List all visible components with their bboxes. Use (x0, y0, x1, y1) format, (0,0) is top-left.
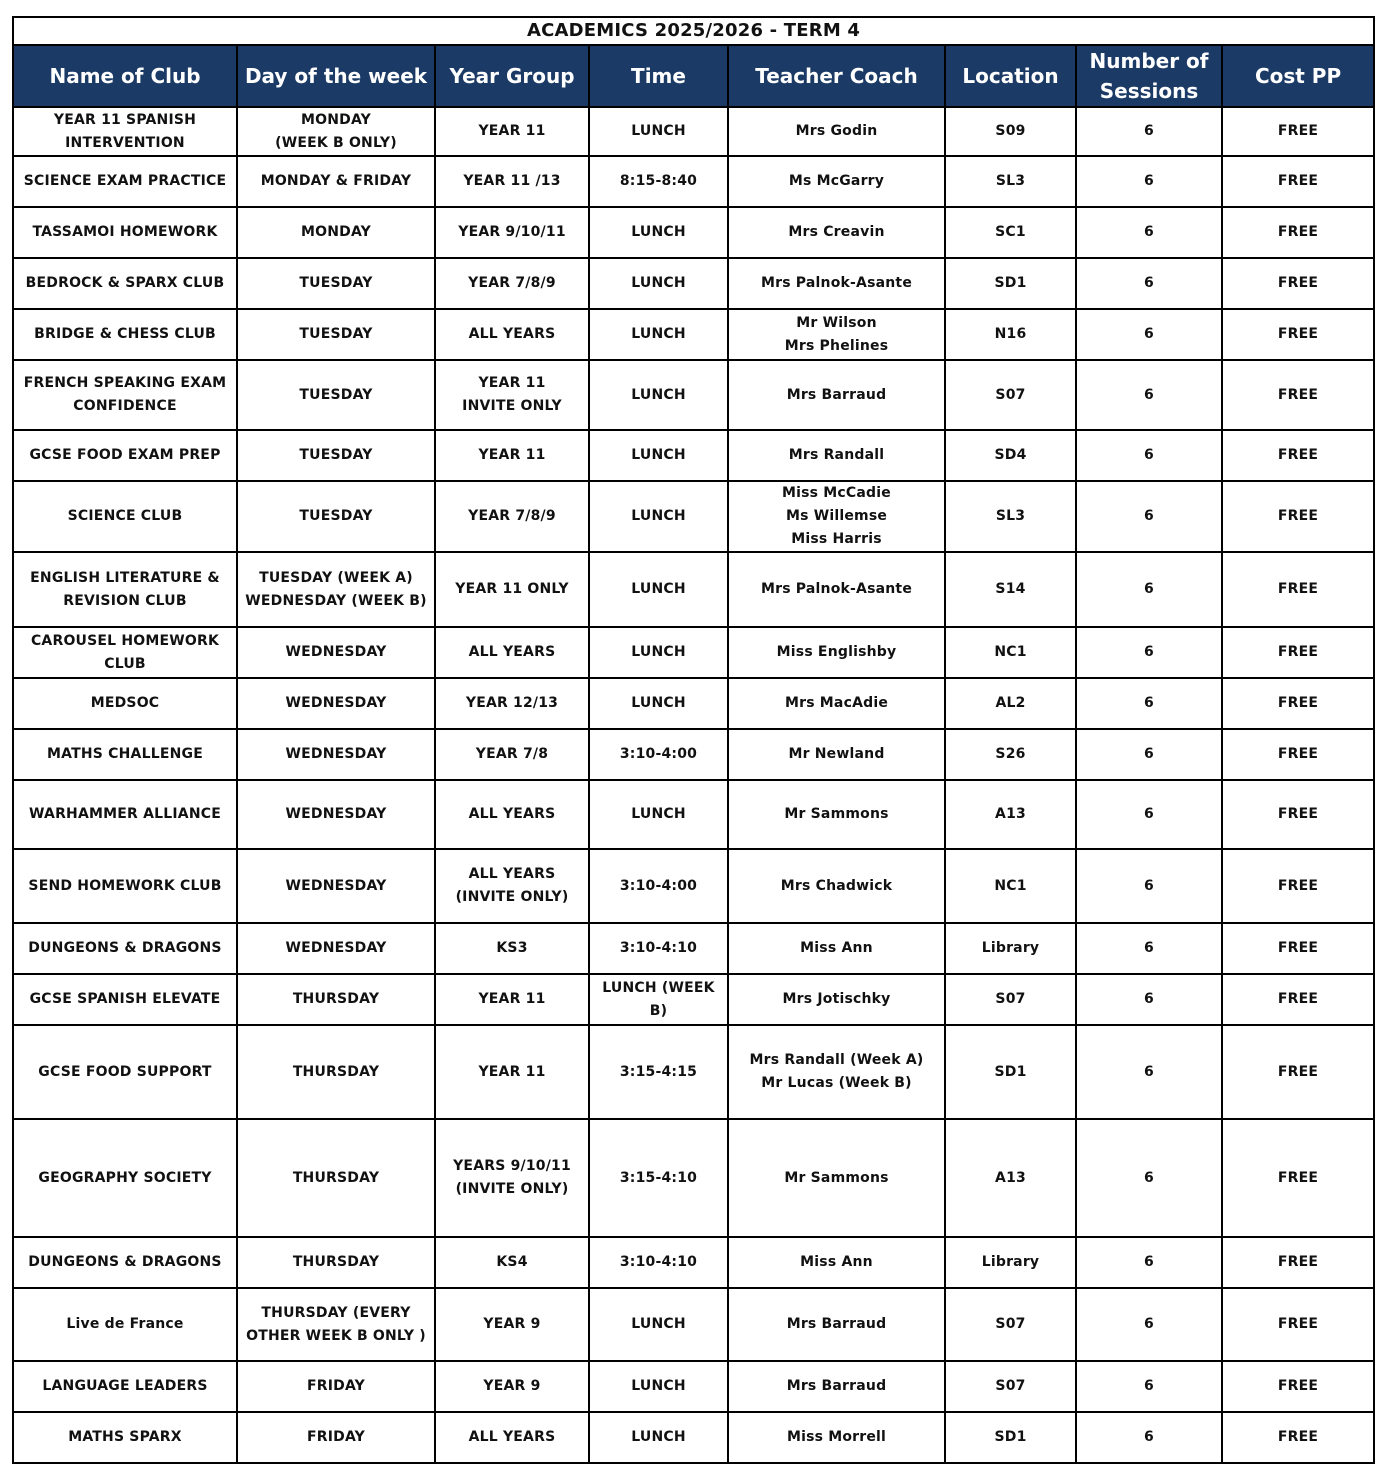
cell-number-of-sessions: 6 (1076, 258, 1222, 309)
cell-number-of-sessions: 6 (1076, 627, 1222, 678)
cell-number-of-sessions: 6 (1076, 1288, 1222, 1361)
cell-name-of-club: MATHS SPARX (13, 1412, 237, 1463)
cell-cost-pp: FREE (1222, 107, 1374, 156)
cell-number-of-sessions: 6 (1076, 1237, 1222, 1288)
column-header-cost-pp: Cost PP (1222, 45, 1374, 107)
column-header-name-of-club: Name of Club (13, 45, 237, 107)
cell-day-of-week: WEDNESDAY (237, 678, 435, 729)
table-row (13, 923, 1374, 974)
cell-year-group: YEAR 11 (435, 974, 589, 1025)
cell-number-of-sessions: 6 (1076, 1361, 1222, 1412)
cell-cost-pp: FREE (1222, 1361, 1374, 1412)
cell-day-of-week: FRIDAY (237, 1412, 435, 1463)
cell-name-of-club: BRIDGE & CHESS CLUB (13, 309, 237, 360)
cell-year-group: YEAR 11 (435, 1025, 589, 1119)
title-row (13, 17, 1374, 45)
cell-number-of-sessions: 6 (1076, 552, 1222, 627)
cell-teacher-coach: Mrs Barraud (728, 360, 945, 430)
cell-day-of-week: WEDNESDAY (237, 627, 435, 678)
cell-location: S26 (945, 729, 1076, 780)
cell-day-of-week: TUESDAY (237, 258, 435, 309)
cell-time: 8:15-8:40 (589, 156, 728, 207)
cell-name-of-club: ENGLISH LITERATURE & REVISION CLUB (13, 552, 237, 627)
header-row (13, 45, 1374, 107)
cell-day-of-week: WEDNESDAY (237, 780, 435, 849)
cell-time: LUNCH (589, 780, 728, 849)
cell-cost-pp: FREE (1222, 974, 1374, 1025)
cell-cost-pp: FREE (1222, 849, 1374, 923)
cell-number-of-sessions: 6 (1076, 156, 1222, 207)
table-row (13, 156, 1374, 207)
cell-number-of-sessions: 6 (1076, 974, 1222, 1025)
cell-day-of-week: TUESDAY (WEEK A) WEDNESDAY (WEEK B) (237, 552, 435, 627)
table-row (13, 107, 1374, 156)
cell-cost-pp: FREE (1222, 430, 1374, 481)
cell-teacher-coach: Mrs Creavin (728, 207, 945, 258)
cell-cost-pp: FREE (1222, 627, 1374, 678)
cell-day-of-week: WEDNESDAY (237, 923, 435, 974)
cell-number-of-sessions: 6 (1076, 729, 1222, 780)
cell-location: SD1 (945, 1025, 1076, 1119)
table-row (13, 360, 1374, 430)
cell-name-of-club: MATHS CHALLENGE (13, 729, 237, 780)
cell-name-of-club: SCIENCE CLUB (13, 481, 237, 552)
cell-name-of-club: GCSE FOOD SUPPORT (13, 1025, 237, 1119)
table-row (13, 1237, 1374, 1288)
table-row (13, 729, 1374, 780)
cell-day-of-week: FRIDAY (237, 1361, 435, 1412)
table-row (13, 627, 1374, 678)
column-header-teacher-coach: Teacher Coach (728, 45, 945, 107)
table-row (13, 678, 1374, 729)
cell-time: LUNCH (WEEK B) (589, 974, 728, 1025)
cell-number-of-sessions: 6 (1076, 678, 1222, 729)
cell-cost-pp: FREE (1222, 481, 1374, 552)
cell-day-of-week: MONDAY & FRIDAY (237, 156, 435, 207)
cell-location: SD1 (945, 258, 1076, 309)
table-row (13, 1025, 1374, 1119)
cell-cost-pp: FREE (1222, 207, 1374, 258)
column-header-number-of-sessions: Number of Sessions (1076, 45, 1222, 107)
table-body (13, 107, 1374, 1463)
cell-year-group: YEAR 11 ONLY (435, 552, 589, 627)
cell-teacher-coach: Mrs Randall (728, 430, 945, 481)
cell-number-of-sessions: 6 (1076, 849, 1222, 923)
cell-time: LUNCH (589, 309, 728, 360)
cell-day-of-week: TUESDAY (237, 481, 435, 552)
cell-cost-pp: FREE (1222, 1237, 1374, 1288)
cell-cost-pp: FREE (1222, 258, 1374, 309)
column-header-time: Time (589, 45, 728, 107)
cell-number-of-sessions: 6 (1076, 107, 1222, 156)
table-row (13, 552, 1374, 627)
cell-name-of-club: BEDROCK & SPARX CLUB (13, 258, 237, 309)
cell-time: LUNCH (589, 430, 728, 481)
cell-time: LUNCH (589, 678, 728, 729)
cell-year-group: ALL YEARS (435, 309, 589, 360)
cell-number-of-sessions: 6 (1076, 1119, 1222, 1237)
cell-day-of-week: THURSDAY (EVERY OTHER WEEK B ONLY ) (237, 1288, 435, 1361)
page-title: ACADEMICS 2025/2026 - TERM 4 (13, 17, 1374, 45)
cell-cost-pp: FREE (1222, 678, 1374, 729)
cell-cost-pp: FREE (1222, 1288, 1374, 1361)
cell-cost-pp: FREE (1222, 360, 1374, 430)
cell-year-group: ALL YEARS (INVITE ONLY) (435, 849, 589, 923)
cell-location: NC1 (945, 849, 1076, 923)
cell-name-of-club: GCSE SPANISH ELEVATE (13, 974, 237, 1025)
cell-year-group: YEARS 9/10/11 (INVITE ONLY) (435, 1119, 589, 1237)
cell-name-of-club: DUNGEONS & DRAGONS (13, 1237, 237, 1288)
cell-year-group: ALL YEARS (435, 780, 589, 849)
cell-time: LUNCH (589, 258, 728, 309)
cell-location: N16 (945, 309, 1076, 360)
cell-time: 3:10-4:00 (589, 849, 728, 923)
cell-teacher-coach: Mrs Palnok-Asante (728, 552, 945, 627)
cell-time: LUNCH (589, 1412, 728, 1463)
cell-number-of-sessions: 6 (1076, 780, 1222, 849)
cell-teacher-coach: Mrs Chadwick (728, 849, 945, 923)
cell-location: A13 (945, 1119, 1076, 1237)
clubs-table (12, 16, 1375, 1464)
cell-teacher-coach: Mrs Randall (Week A) Mr Lucas (Week B) (728, 1025, 945, 1119)
cell-teacher-coach: Mrs MacAdie (728, 678, 945, 729)
cell-name-of-club: Live de France (13, 1288, 237, 1361)
cell-year-group: YEAR 9/10/11 (435, 207, 589, 258)
cell-teacher-coach: Mr Sammons (728, 780, 945, 849)
cell-cost-pp: FREE (1222, 1412, 1374, 1463)
cell-time: LUNCH (589, 107, 728, 156)
cell-day-of-week: THURSDAY (237, 974, 435, 1025)
cell-day-of-week: THURSDAY (237, 1025, 435, 1119)
cell-year-group: ALL YEARS (435, 1412, 589, 1463)
cell-time: LUNCH (589, 1361, 728, 1412)
cell-day-of-week: TUESDAY (237, 360, 435, 430)
cell-year-group: YEAR 7/8/9 (435, 258, 589, 309)
cell-name-of-club: GCSE FOOD EXAM PREP (13, 430, 237, 481)
table-row (13, 1412, 1374, 1463)
cell-year-group: YEAR 11 (435, 430, 589, 481)
cell-location: S07 (945, 1361, 1076, 1412)
cell-time: 3:10-4:10 (589, 923, 728, 974)
cell-time: LUNCH (589, 552, 728, 627)
cell-time: LUNCH (589, 360, 728, 430)
cell-cost-pp: FREE (1222, 1119, 1374, 1237)
cell-year-group: YEAR 7/8 (435, 729, 589, 780)
cell-teacher-coach: Mrs Barraud (728, 1361, 945, 1412)
cell-location: S07 (945, 1288, 1076, 1361)
cell-teacher-coach: Mrs Jotischky (728, 974, 945, 1025)
cell-number-of-sessions: 6 (1076, 430, 1222, 481)
cell-day-of-week: TUESDAY (237, 430, 435, 481)
cell-name-of-club: WARHAMMER ALLIANCE (13, 780, 237, 849)
cell-time: LUNCH (589, 1288, 728, 1361)
cell-time: LUNCH (589, 207, 728, 258)
cell-teacher-coach: Mrs Godin (728, 107, 945, 156)
cell-year-group: YEAR 11 (435, 107, 589, 156)
cell-location: AL2 (945, 678, 1076, 729)
column-header-location: Location (945, 45, 1076, 107)
cell-time: 3:10-4:10 (589, 1237, 728, 1288)
cell-location: Library (945, 1237, 1076, 1288)
cell-name-of-club: CAROUSEL HOMEWORK CLUB (13, 627, 237, 678)
cell-name-of-club: MEDSOC (13, 678, 237, 729)
cell-time: LUNCH (589, 627, 728, 678)
cell-cost-pp: FREE (1222, 923, 1374, 974)
cell-cost-pp: FREE (1222, 309, 1374, 360)
cell-cost-pp: FREE (1222, 552, 1374, 627)
cell-day-of-week: TUESDAY (237, 309, 435, 360)
cell-location: NC1 (945, 627, 1076, 678)
cell-time: 3:15-4:10 (589, 1119, 728, 1237)
cell-name-of-club: SEND HOMEWORK CLUB (13, 849, 237, 923)
cell-teacher-coach: Mrs Barraud (728, 1288, 945, 1361)
cell-day-of-week: THURSDAY (237, 1119, 435, 1237)
cell-year-group: YEAR 9 (435, 1288, 589, 1361)
cell-teacher-coach: Miss Ann (728, 923, 945, 974)
cell-number-of-sessions: 6 (1076, 207, 1222, 258)
cell-location: S09 (945, 107, 1076, 156)
cell-day-of-week: MONDAY (WEEK B ONLY) (237, 107, 435, 156)
cell-location: Library (945, 923, 1076, 974)
cell-name-of-club: LANGUAGE LEADERS (13, 1361, 237, 1412)
table-row (13, 258, 1374, 309)
cell-teacher-coach: Miss McCadie Ms Willemse Miss Harris (728, 481, 945, 552)
cell-time: LUNCH (589, 481, 728, 552)
cell-name-of-club: DUNGEONS & DRAGONS (13, 923, 237, 974)
cell-year-group: YEAR 11 INVITE ONLY (435, 360, 589, 430)
cell-location: SC1 (945, 207, 1076, 258)
cell-day-of-week: MONDAY (237, 207, 435, 258)
cell-cost-pp: FREE (1222, 1025, 1374, 1119)
cell-teacher-coach: Miss Morrell (728, 1412, 945, 1463)
cell-location: S14 (945, 552, 1076, 627)
table-row (13, 1288, 1374, 1361)
column-header-year-group: Year Group (435, 45, 589, 107)
cell-location: A13 (945, 780, 1076, 849)
cell-location: S07 (945, 974, 1076, 1025)
cell-location: SL3 (945, 156, 1076, 207)
cell-day-of-week: WEDNESDAY (237, 849, 435, 923)
cell-teacher-coach: Miss Ann (728, 1237, 945, 1288)
table-row (13, 974, 1374, 1025)
cell-teacher-coach: Mr Wilson Mrs Phelines (728, 309, 945, 360)
cell-cost-pp: FREE (1222, 780, 1374, 849)
cell-teacher-coach: Mrs Palnok-Asante (728, 258, 945, 309)
cell-time: 3:10-4:00 (589, 729, 728, 780)
cell-year-group: YEAR 9 (435, 1361, 589, 1412)
cell-location: SL3 (945, 481, 1076, 552)
cell-name-of-club: FRENCH SPEAKING EXAM CONFIDENCE (13, 360, 237, 430)
column-header-day-of-week: Day of the week (237, 45, 435, 107)
cell-day-of-week: WEDNESDAY (237, 729, 435, 780)
table-row (13, 780, 1374, 849)
cell-teacher-coach: Miss Englishby (728, 627, 945, 678)
cell-year-group: YEAR 12/13 (435, 678, 589, 729)
cell-year-group: KS4 (435, 1237, 589, 1288)
cell-year-group: KS3 (435, 923, 589, 974)
cell-number-of-sessions: 6 (1076, 360, 1222, 430)
cell-teacher-coach: Mr Sammons (728, 1119, 945, 1237)
cell-location: SD1 (945, 1412, 1076, 1463)
cell-name-of-club: GEOGRAPHY SOCIETY (13, 1119, 237, 1237)
cell-name-of-club: SCIENCE EXAM PRACTICE (13, 156, 237, 207)
cell-cost-pp: FREE (1222, 156, 1374, 207)
table-row (13, 430, 1374, 481)
cell-year-group: ALL YEARS (435, 627, 589, 678)
cell-teacher-coach: Ms McGarry (728, 156, 945, 207)
cell-name-of-club: YEAR 11 SPANISH INTERVENTION (13, 107, 237, 156)
table-row (13, 481, 1374, 552)
cell-cost-pp: FREE (1222, 729, 1374, 780)
cell-number-of-sessions: 6 (1076, 481, 1222, 552)
cell-teacher-coach: Mr Newland (728, 729, 945, 780)
table-row (13, 849, 1374, 923)
table-row (13, 309, 1374, 360)
cell-number-of-sessions: 6 (1076, 309, 1222, 360)
cell-year-group: YEAR 11 /13 (435, 156, 589, 207)
table-row (13, 1361, 1374, 1412)
cell-number-of-sessions: 6 (1076, 1025, 1222, 1119)
cell-location: S07 (945, 360, 1076, 430)
table-row (13, 1119, 1374, 1237)
cell-number-of-sessions: 6 (1076, 1412, 1222, 1463)
cell-name-of-club: TASSAMOI HOMEWORK (13, 207, 237, 258)
cell-location: SD4 (945, 430, 1076, 481)
cell-time: 3:15-4:15 (589, 1025, 728, 1119)
table-row (13, 207, 1374, 258)
cell-day-of-week: THURSDAY (237, 1237, 435, 1288)
cell-year-group: YEAR 7/8/9 (435, 481, 589, 552)
cell-number-of-sessions: 6 (1076, 923, 1222, 974)
